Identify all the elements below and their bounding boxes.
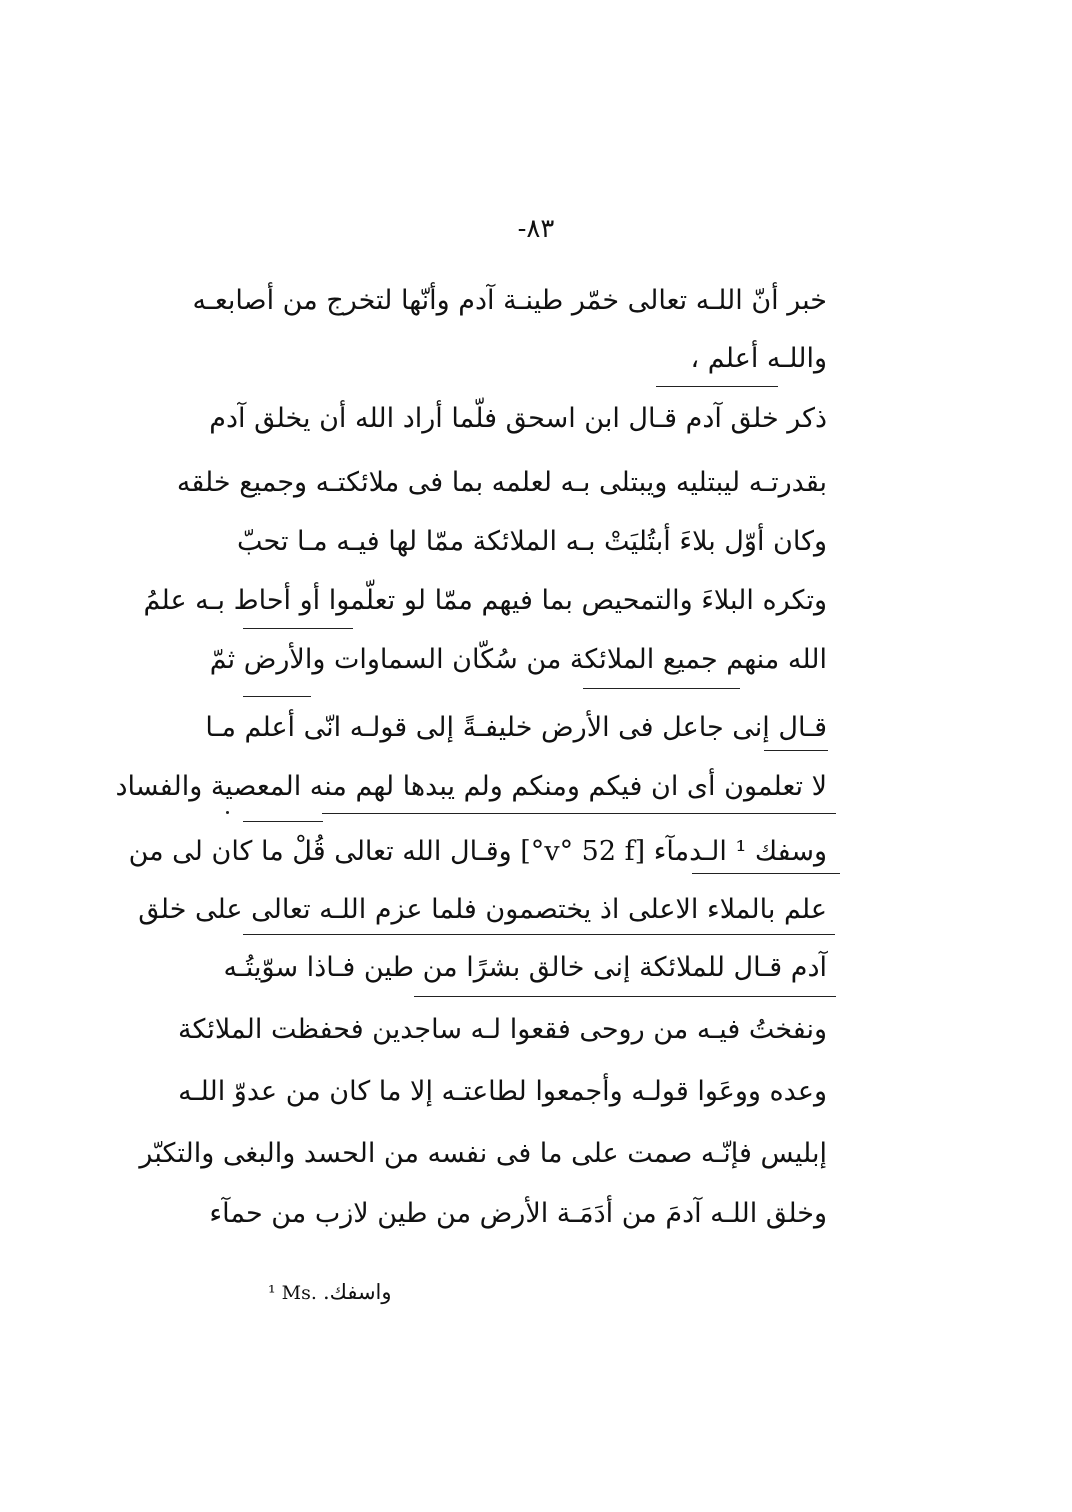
text-line: قـال إنى جاعل فى الأرض خليفـةً إلى قولـه انّى أعلم مـا [205, 712, 827, 743]
underline-rule [656, 386, 778, 387]
underline-rule [322, 813, 836, 814]
underline-rule [764, 750, 828, 751]
footnote-label: Ms. [281, 1282, 317, 1304]
footnote [268, 1280, 392, 1304]
text-line: لا تعلمون أى ان فيكم ومنكم ولم يبدها لهم منه المعصية والفساد [115, 771, 827, 802]
text-line: الله منهم جميع الملائكة من سُكّان السماوات والأرض ثمّ [209, 644, 827, 675]
underline-rule [414, 996, 836, 997]
text-line: علم بالملاء الاعلى اذ يختصمون فلما عزم اللـه تعالى على خلق [138, 894, 827, 925]
text-line: وكان أوّل بلاءَ أبتُليَتْ بـه الملائكة ممّا لها فيـه مـا تحبّ [237, 526, 827, 557]
text-line: وسفك ¹ الـدمآء [v° 52 f°] وقـال الله تعالى قُلْ ما كان لى من [128, 836, 827, 867]
underline-rule [243, 696, 311, 697]
stray-mark [226, 811, 229, 814]
underline-rule [583, 688, 740, 689]
text-line: خبر أنّ اللـه تعالى خمّر طينـة آدم وأنّها لتخرج من أصابعـه [192, 285, 827, 316]
text-line: واللـه أعلم ، [690, 343, 827, 374]
underline-rule [243, 628, 353, 629]
text-line: بقدرتـه ليبتليه ويبتلى بـه لعلمه بما فى ملائكتـه وجميع خلقه [176, 467, 827, 498]
underline-rule [243, 934, 835, 935]
text-line: آدم قـال للملائكة إنى خالق بشرًا من طين فـاذا سوّيتُـه [223, 952, 827, 983]
text-line: إبليس فإنّـه صمت على ما فى نفسه من الحسد والبغى والتكبّر [139, 1138, 827, 1169]
underline-rule [243, 821, 323, 822]
footnote-mark: ¹ [268, 1282, 276, 1304]
page-number: ٨٣- [517, 214, 555, 244]
underline-rule [692, 873, 840, 874]
footnote-text: واسفك. [322, 1280, 392, 1304]
text-line: ونفختُ فيـه من روحى فقعوا لـه ساجدين فحفظت الملائكة [178, 1014, 827, 1045]
text-line: وعده ووعَوا قولـه وأجمعوا لطاعتـه إلا ما كان من عدوّ اللـه [178, 1076, 827, 1107]
text-line: وتكره البلاءَ والتمحيص بما فيهم ممّا لو تعلّموا أو أحاط بـه علمُ [143, 585, 827, 616]
text-line: ذكر خلق آدم قـال ابن اسحق فلّما أراد الله أن يخلق آدم [209, 403, 827, 434]
text-line: وخلق اللـه آدمَ من أدَمَـة الأرض من طين لازب من حمآء [209, 1198, 827, 1229]
